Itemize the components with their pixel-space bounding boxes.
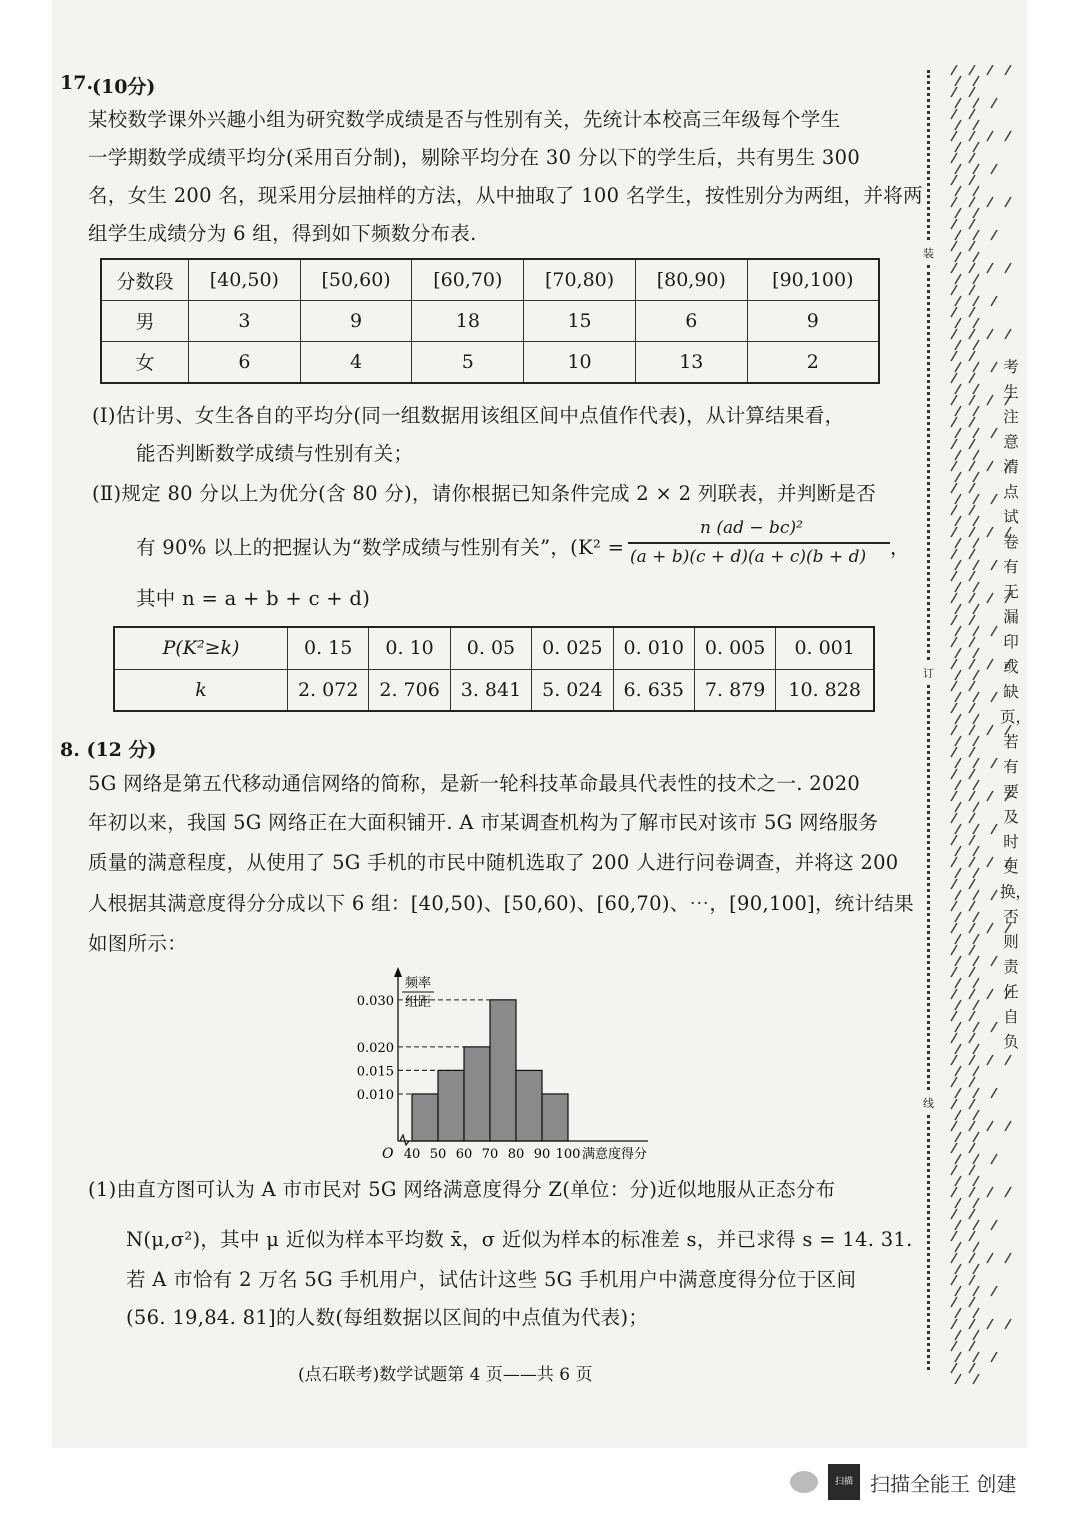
table-cell: 2 [747,341,879,383]
y-tick-label: 0.030 [356,993,394,1009]
table-header-cell: [80,90) [635,259,747,301]
table-header-cell: [70,80) [524,259,636,301]
histogram-bar [542,1094,568,1141]
q18-intro-line-4: 人根据其满意度得分分成以下 6 组：[40,50)、[50,60)、[60,70)、⋯，[90,100]，统计结果 [88,892,914,915]
q17-intro-line-1: 某校数学课外兴趣小组为研究数学成绩是否与性别有关，先统计本校高三年级每个学生 [88,108,841,131]
table-cell: 10. 828 [776,669,874,711]
q17-part2-line-2: 有 90% 以上的把握认为“数学成绩与性别有关”，(K² = [136,536,625,559]
axis-break-mark [400,1135,409,1145]
table-cell: 3 [189,301,301,342]
y-tick-label: 0.020 [356,1040,394,1056]
histogram-bar [438,1070,464,1141]
q17-part1-line-1: (Ⅰ)估计男、女生各自的平均分(同一组数据用该组区间中点值作代表)，从计算结果看， [92,404,845,427]
binding-label-xian: 线 [923,1097,934,1110]
formula-denominator: (a + b)(c + d)(a + c)(b + d) [630,547,867,567]
table-cell: 男 [101,301,189,342]
q17-number: 17. [60,72,94,94]
binding-label-zhuang: 装 [923,247,934,260]
table-header-cell: [50,60) [300,259,412,301]
table-cell: 0. 001 [776,627,874,669]
watermark-text: 扫描全能王 创建 [870,1471,1017,1496]
table-cell: 0. 010 [613,627,694,669]
table-cell: 9 [300,301,412,342]
binding-dotted-line [927,265,930,660]
table-header-cell: 分数段 [101,259,189,301]
y-tick-label: 0.010 [356,1087,394,1103]
x-axis-label: 满意度得分 [582,1147,648,1162]
table-cell: 0. 005 [694,627,775,669]
table-cell: 10 [524,341,636,383]
wechat-icon [790,1471,818,1493]
table-cell: P(K²≥k) [114,627,288,669]
binding-label-ding: 订 [923,667,934,680]
y-tick-label: 0.015 [356,1064,394,1080]
q18-intro-line-1: 5G 网络是第五代移动通信网络的简称，是新一轮科技革命最具代表性的技术之一. 2020 [88,772,861,795]
k-critical-table [113,626,875,712]
table-cell: 7. 879 [694,669,775,711]
table-cell: 女 [101,341,189,383]
table-cell: 0. 025 [532,627,613,669]
q17-intro-line-2: 一学期数学成绩平均分(采用百分制)，剔除平均分在 30 分以下的学生后，共有男生 300 [88,146,861,169]
table-header-cell: [40,50) [189,259,301,301]
binding-dotted-line [927,70,930,240]
x-tick-label: 50 [429,1147,447,1162]
x-tick-label: 40 [403,1147,421,1162]
q17-points: (10分) [92,76,156,98]
table-cell: 15 [524,301,636,342]
satisfaction-histogram [330,965,660,1165]
q18-part1-line-3: 若 A 市恰有 2 万名 5G 手机用户，试估计这些 5G 手机用户中满意度得分位于区间 [126,1268,857,1291]
origin-label: O [382,1146,394,1162]
table-cell: 0. 10 [369,627,450,669]
q18-part1-line-1: (1)由直方图可认为 A 市市民对 5G 网络满意度得分 Z(单位：分)近似地服从正态分布 [88,1178,836,1201]
x-tick-label: 100 [555,1147,581,1162]
table-row [101,301,879,342]
formula-numerator: n (ad − bc)² [700,518,803,538]
q18-part1-line-4: (56. 19,84. 81]的人数(每组数据以区间的中点值为代表)； [126,1306,649,1329]
q18-intro-line-3: 质量的满意程度，从使用了 5G 手机的市民中随机选取了 200 人进行问卷调查，并将这 200 [88,851,899,874]
binding-dotted-line [927,1115,930,1370]
q18-part1-line-2: N(μ,σ²)，其中 μ 近似为样本平均数 x̄，σ 近似为样本的标准差 s，并已求得 s = 14. 31. [126,1228,913,1251]
camscanner-logo-icon: 扫描 [828,1464,860,1500]
table-cell: 18 [412,301,524,342]
q18-intro-line-5: 如图所示： [88,932,188,955]
y-axis-label-top: 频率 [404,976,432,991]
table-cell: 6 [635,301,747,342]
fraction-bar [628,542,890,544]
table-header-cell: [60,70) [412,259,524,301]
histogram-bar [464,1047,490,1141]
y-axis-arrow [394,967,402,977]
q17-part1-line-2: 能否判断数学成绩与性别有关； [136,442,414,465]
table-cell: 6 [189,341,301,383]
table-cell: k [114,669,288,711]
q17-part2-line-3: 其中 n = a + b + c + d) [136,587,371,610]
table-cell: 5. 024 [532,669,613,711]
x-tick-label: 70 [481,1147,499,1162]
table-cell: 5 [412,341,524,383]
scanner-watermark [790,1462,1016,1502]
histogram-bar [490,1000,516,1141]
histogram-bar [516,1070,542,1141]
table-header-cell: [90,100) [747,259,879,301]
frequency-table [100,258,880,384]
histogram-bar [412,1094,438,1141]
exam-notice-vertical: 考生注意清点试卷有无漏印或缺页，若有要及时更换，否则责任自负 [1000,358,1032,1051]
x-tick-label: 90 [533,1147,551,1162]
q17-part2-line-1: (Ⅱ)规定 80 分以上为优分(含 80 分)，请你根据已知条件完成 2 × 2 列联表，并判断是否 [92,482,877,505]
table-row [101,259,879,301]
table-row [114,669,874,711]
q18-number: 8. (12 分) [60,739,157,761]
table-cell: 4 [300,341,412,383]
table-cell: 9 [747,301,879,342]
table-row [114,627,874,669]
table-cell: 0. 15 [288,627,369,669]
q17-intro-line-3: 名，女生 200 名，现采用分层抽样的方法，从中抽取了 100 名学生，按性别分为两组，并将两 [88,184,923,207]
table-row [101,341,879,383]
q17-intro-line-4: 组学生成绩分为 6 组，得到如下频数分布表. [88,222,477,245]
q18-intro-line-2: 年初以来，我国 5G 网络正在大面积铺开. A 市某调查机构为了解市民对该市 5G 网络服务 [88,811,879,834]
page-footer: (点石联考)数学试题第 4 页——共 6 页 [298,1365,593,1385]
table-cell: 2. 706 [369,669,450,711]
y-axis-label-bottom: 组距 [404,995,432,1010]
table-cell: 2. 072 [288,669,369,711]
table-cell: 6. 635 [613,669,694,711]
formula-tail: ， [890,536,910,559]
x-tick-label: 80 [507,1147,525,1162]
binding-dotted-line [927,685,930,1090]
x-tick-label: 60 [455,1147,473,1162]
table-cell: 0. 05 [450,627,531,669]
table-cell: 3. 841 [450,669,531,711]
table-cell: 13 [635,341,747,383]
